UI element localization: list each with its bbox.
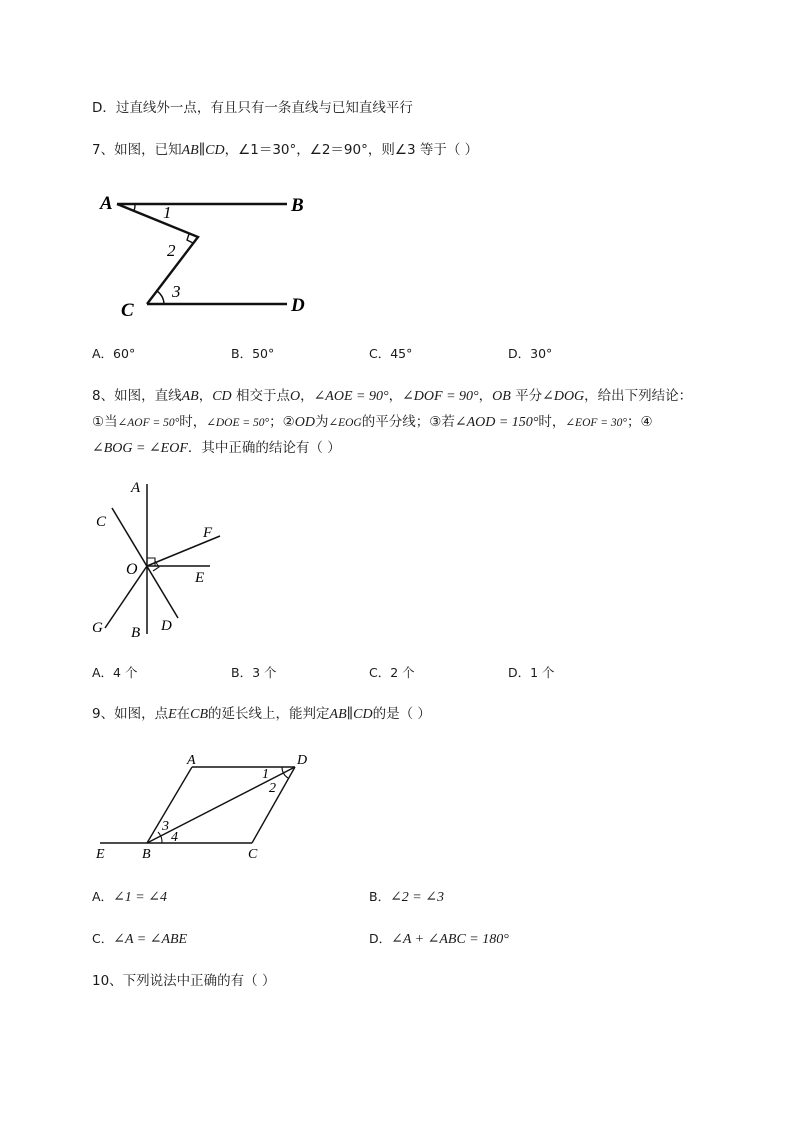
q8-l2-eof: ∠EOF = 30° xyxy=(565,417,628,429)
q7-figure xyxy=(95,190,325,320)
q7-option-d: D．30° xyxy=(508,346,553,361)
q9-option-d-expr: ∠A + ∠ABC = 180° xyxy=(391,932,509,947)
q9-option-a-expr: ∠1 = ∠4 xyxy=(113,890,167,905)
q8-l1-ab: AB xyxy=(181,389,199,404)
q7-stem xyxy=(92,141,478,160)
q8-label-f: F xyxy=(203,525,213,541)
q7-prefix: 7、如图，已知 xyxy=(92,142,182,158)
q8-stem-line1 xyxy=(92,387,692,406)
q9-option-c-expr: ∠A = ∠ABE xyxy=(113,932,188,947)
q7-label-d: D xyxy=(291,295,305,316)
q8-l2-doe: ∠DOE = 50° xyxy=(206,417,270,429)
q8-l2-aod: ∠AOD = 150° xyxy=(454,415,539,430)
q7-label-b: B xyxy=(291,195,304,216)
q9-option-a-letter: A． xyxy=(92,889,114,904)
q9-option-c-letter: C． xyxy=(92,931,114,946)
q8-l1-mid: 相交于点 xyxy=(231,388,290,404)
q9-label-d: D xyxy=(297,753,308,768)
q8-label-d: D xyxy=(161,618,172,634)
q9-label-b: B xyxy=(142,847,151,862)
q9-option-b xyxy=(369,888,444,907)
q9-angle-1: 1 xyxy=(262,767,269,782)
q9-option-c xyxy=(92,930,187,949)
q8-option-a: A．4 个 xyxy=(92,665,138,680)
q8-l1-comma: ， xyxy=(300,388,314,404)
q9-label-c: C xyxy=(248,847,258,862)
q9-angle-4: 4 xyxy=(171,830,178,845)
q9-prefix: 9、如图，点 xyxy=(92,706,169,722)
q8-l2-a: ①当 xyxy=(92,414,118,430)
q8-l1-dof: ∠DOF = 90° xyxy=(402,389,479,404)
q9-label-e: E xyxy=(96,847,105,862)
q8-l3-tail: ．其中正确的结论有（ ） xyxy=(187,440,341,456)
q8-option-b: B．3 个 xyxy=(231,665,277,680)
q8-label-e: E xyxy=(195,570,205,586)
q8-option-d: D．1 个 xyxy=(508,665,555,680)
q9-angle-2: 2 xyxy=(269,781,276,796)
q9-option-b-letter: B． xyxy=(369,889,391,904)
q8-l1-aoe: ∠AOE = 90° xyxy=(313,389,389,404)
q8-l3-bog: ∠BOG = ∠EOF xyxy=(92,441,188,456)
q7-arc-3 xyxy=(157,291,164,304)
q8-stem-line3 xyxy=(92,439,341,458)
q8-l2-d: 为 xyxy=(314,414,329,430)
q7-conditions: ，∠1＝30°，∠2＝90°，则∠3 等于（ ） xyxy=(224,142,479,158)
q8-l2-f: 时， xyxy=(538,414,566,430)
q9-label-a: A xyxy=(187,753,196,768)
q8-l2-od: OD xyxy=(294,415,315,430)
q10-stem: 10、下列说法中正确的有（ ） xyxy=(92,973,276,989)
q8-l2-eog: ∠EOG xyxy=(328,417,362,429)
q8-l1-comma2: ， xyxy=(388,388,403,404)
q8-label-c: C xyxy=(96,514,107,530)
q8-label-g: G xyxy=(92,620,103,636)
q8-l2-e: 的平分线；③若 xyxy=(361,414,455,430)
q8-stem-line2 xyxy=(92,413,653,432)
q9-mid2: 的延长线上，能判定 xyxy=(208,706,330,722)
q7-option-b: B．50° xyxy=(231,346,275,361)
q9-option-d-letter: D． xyxy=(369,931,392,946)
q7-angle-1: 1 xyxy=(163,203,172,222)
q9-e: E xyxy=(168,707,177,722)
q8-l1-dog: ∠DOG xyxy=(542,389,585,404)
q9-mid1: 在 xyxy=(176,706,191,722)
q8-label-o: O xyxy=(126,561,138,578)
q6-option-d: D．过直线外一点，有且只有一条直线与已知直线平行 xyxy=(92,100,413,116)
q8-l1-sep: ， xyxy=(198,388,213,404)
q9-tail: 的是（ ） xyxy=(372,706,431,722)
q8-l2-aof: ∠AOF = 50° xyxy=(117,417,180,429)
q8-l1-cd: CD xyxy=(212,389,232,404)
q8-l1-o: O xyxy=(289,389,301,404)
q8-option-c: C．2 个 xyxy=(369,665,415,680)
q8-l1-prefix: 8、如图，直线 xyxy=(92,388,182,404)
q9-option-d xyxy=(369,930,509,949)
q7-label-a: A xyxy=(100,193,113,214)
q7-angle-3: 3 xyxy=(172,282,181,301)
q8-l2-c: ；② xyxy=(269,414,295,430)
q8-label-b: B xyxy=(131,625,141,641)
q7-option-a: A．60° xyxy=(92,346,136,361)
q8-l2-g: ；④ xyxy=(627,414,653,430)
q7-zigzag xyxy=(117,204,198,304)
q7-ab-cd: AB∥CD xyxy=(181,143,225,158)
q8-l1-comma3: ， xyxy=(478,388,493,404)
q9-option-b-expr: ∠2 = ∠3 xyxy=(390,890,444,905)
q9-stem xyxy=(92,705,431,724)
q9-ab-cd: AB∥CD xyxy=(329,707,373,722)
q9-angle-3: 3 xyxy=(162,819,169,834)
q9-figure xyxy=(92,750,322,865)
q8-l2-b: 时， xyxy=(179,414,207,430)
q8-label-a: A xyxy=(131,480,141,496)
q8-l1-ob: OB xyxy=(492,389,511,404)
q8-l1-tail: 平分 xyxy=(510,388,543,404)
q7-option-c: C．45° xyxy=(369,346,413,361)
q9-cb: CB xyxy=(190,707,209,722)
q8-figure xyxy=(88,476,238,646)
q9-option-a xyxy=(92,888,167,907)
q8-l1-end: ，给出下列结论： xyxy=(584,388,693,404)
q7-label-c: C xyxy=(121,300,134,321)
q8-line-cd xyxy=(112,508,178,618)
q7-angle-2: 2 xyxy=(167,241,176,260)
